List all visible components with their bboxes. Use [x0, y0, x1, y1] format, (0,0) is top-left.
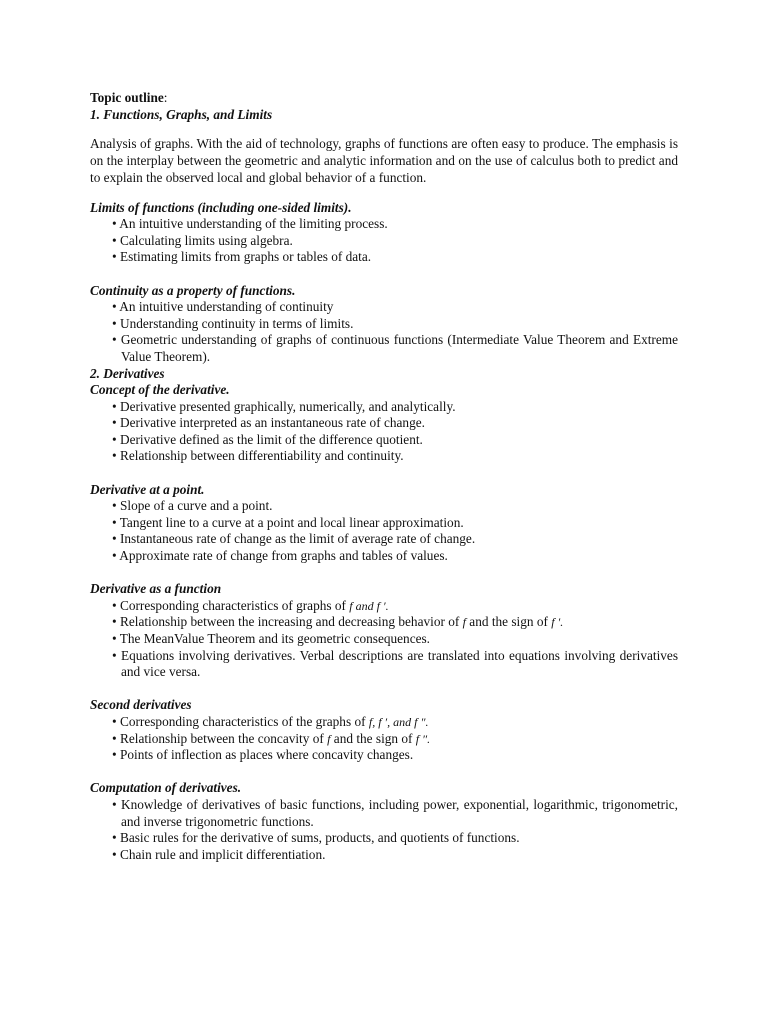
- second-derivatives-subheading: Second derivatives: [90, 697, 192, 713]
- list-item: • Geometric understanding of graphs of continuous functions (Intermediate Value Theorem and Extreme Value Theorem).: [112, 332, 678, 364]
- concept-list: [90, 399, 678, 465]
- derivative-as-function-list: [90, 598, 678, 681]
- math-expression: f and f ′.: [349, 598, 389, 613]
- item-text: • Relationship between the increasing and decreasing behavior of: [112, 614, 463, 630]
- item-text: • Relationship between the concavity of: [112, 730, 328, 746]
- item-text: and the sign of: [330, 730, 416, 746]
- second-derivatives-list: [90, 714, 678, 764]
- math-expression: f, f ′, and f ″.: [368, 714, 429, 729]
- section-1-intro: Analysis of graphs. With the aid of technology, graphs of functions are often easy to produce. The emphasis is on the interplay between the geometric and analytic information and on the use of calculus both to predict and to explain the observed local and global behavior of a function.: [90, 136, 678, 185]
- list-item: [112, 714, 678, 731]
- list-item: • Derivative presented graphically, numerically, and analytically.: [112, 398, 456, 414]
- continuity-subheading: Continuity as a property of functions.: [90, 282, 296, 298]
- list-item: [112, 598, 678, 615]
- list-item: • Slope of a curve and a point.: [112, 498, 273, 514]
- list-item: • Derivative interpreted as an instantaneous rate of change.: [112, 415, 425, 431]
- list-item: [112, 614, 678, 631]
- derivative-at-point-list: [90, 498, 678, 564]
- list-item: • Relationship between differentiability and continuity.: [112, 448, 404, 464]
- item-text: and the sign of: [465, 614, 552, 630]
- computation-subheading: Computation of derivatives.: [90, 780, 242, 796]
- math-expression: f ′.: [551, 615, 564, 630]
- math-expression: f ″.: [415, 731, 431, 746]
- derivative-as-function-subheading: Derivative as a function: [90, 581, 222, 597]
- list-item: • Estimating limits from graphs or tables of data.: [112, 249, 372, 265]
- section-2-title: 2. Derivatives: [90, 365, 165, 381]
- math-expression: f: [462, 615, 466, 630]
- list-item: • An intuitive understanding of the limiting process.: [112, 216, 388, 232]
- list-item: • Knowledge of derivatives of basic functions, including power, exponential, logarithmic, trigonometric, and inverse trigonometric functions.: [112, 796, 678, 829]
- list-item: • Instantaneous rate of change as the limit of average rate of change.: [112, 531, 476, 547]
- concept-subheading: Concept of the derivative.: [90, 382, 230, 398]
- section-1-title: 1. Functions, Graphs, and Limits: [90, 106, 273, 122]
- item-text: • Corresponding characteristics of the graphs of: [112, 713, 369, 729]
- list-item: • Approximate rate of change from graphs and tables of values.: [112, 548, 448, 564]
- limits-subheading: Limits of functions (including one-sided limits).: [90, 199, 352, 215]
- list-item: • Tangent line to a curve at a point and local linear approximation.: [112, 514, 464, 530]
- list-item: • Understanding continuity in terms of limits.: [112, 315, 354, 331]
- topic-outline-heading: [90, 90, 678, 107]
- limits-list: [90, 216, 678, 266]
- derivative-at-point-subheading: Derivative at a point.: [90, 481, 205, 497]
- list-item: • Points of inflection as places where concavity changes.: [112, 747, 414, 763]
- heading-text: Topic outline: [90, 90, 164, 105]
- item-text: • Corresponding characteristics of graphs of: [112, 597, 350, 613]
- list-item: [112, 731, 678, 748]
- list-item: • Derivative defined as the limit of the difference quotient.: [112, 431, 423, 447]
- computation-list: [90, 797, 678, 863]
- continuity-list: [90, 299, 678, 365]
- math-expression: f: [327, 731, 331, 746]
- list-item: • Chain rule and implicit differentiation.: [112, 846, 326, 862]
- document-page: [90, 90, 678, 863]
- list-item: • An intuitive understanding of continuity: [112, 299, 334, 315]
- list-item: • The MeanValue Theorem and its geometric consequences.: [112, 631, 431, 646]
- list-item: • Equations involving derivatives. Verbal descriptions are translated into equations involving derivatives and vice versa.: [112, 647, 678, 680]
- heading-colon: :: [163, 90, 168, 105]
- list-item: • Calculating limits using algebra.: [112, 232, 293, 248]
- list-item: • Basic rules for the derivative of sums, products, and quotients of functions.: [112, 830, 520, 846]
